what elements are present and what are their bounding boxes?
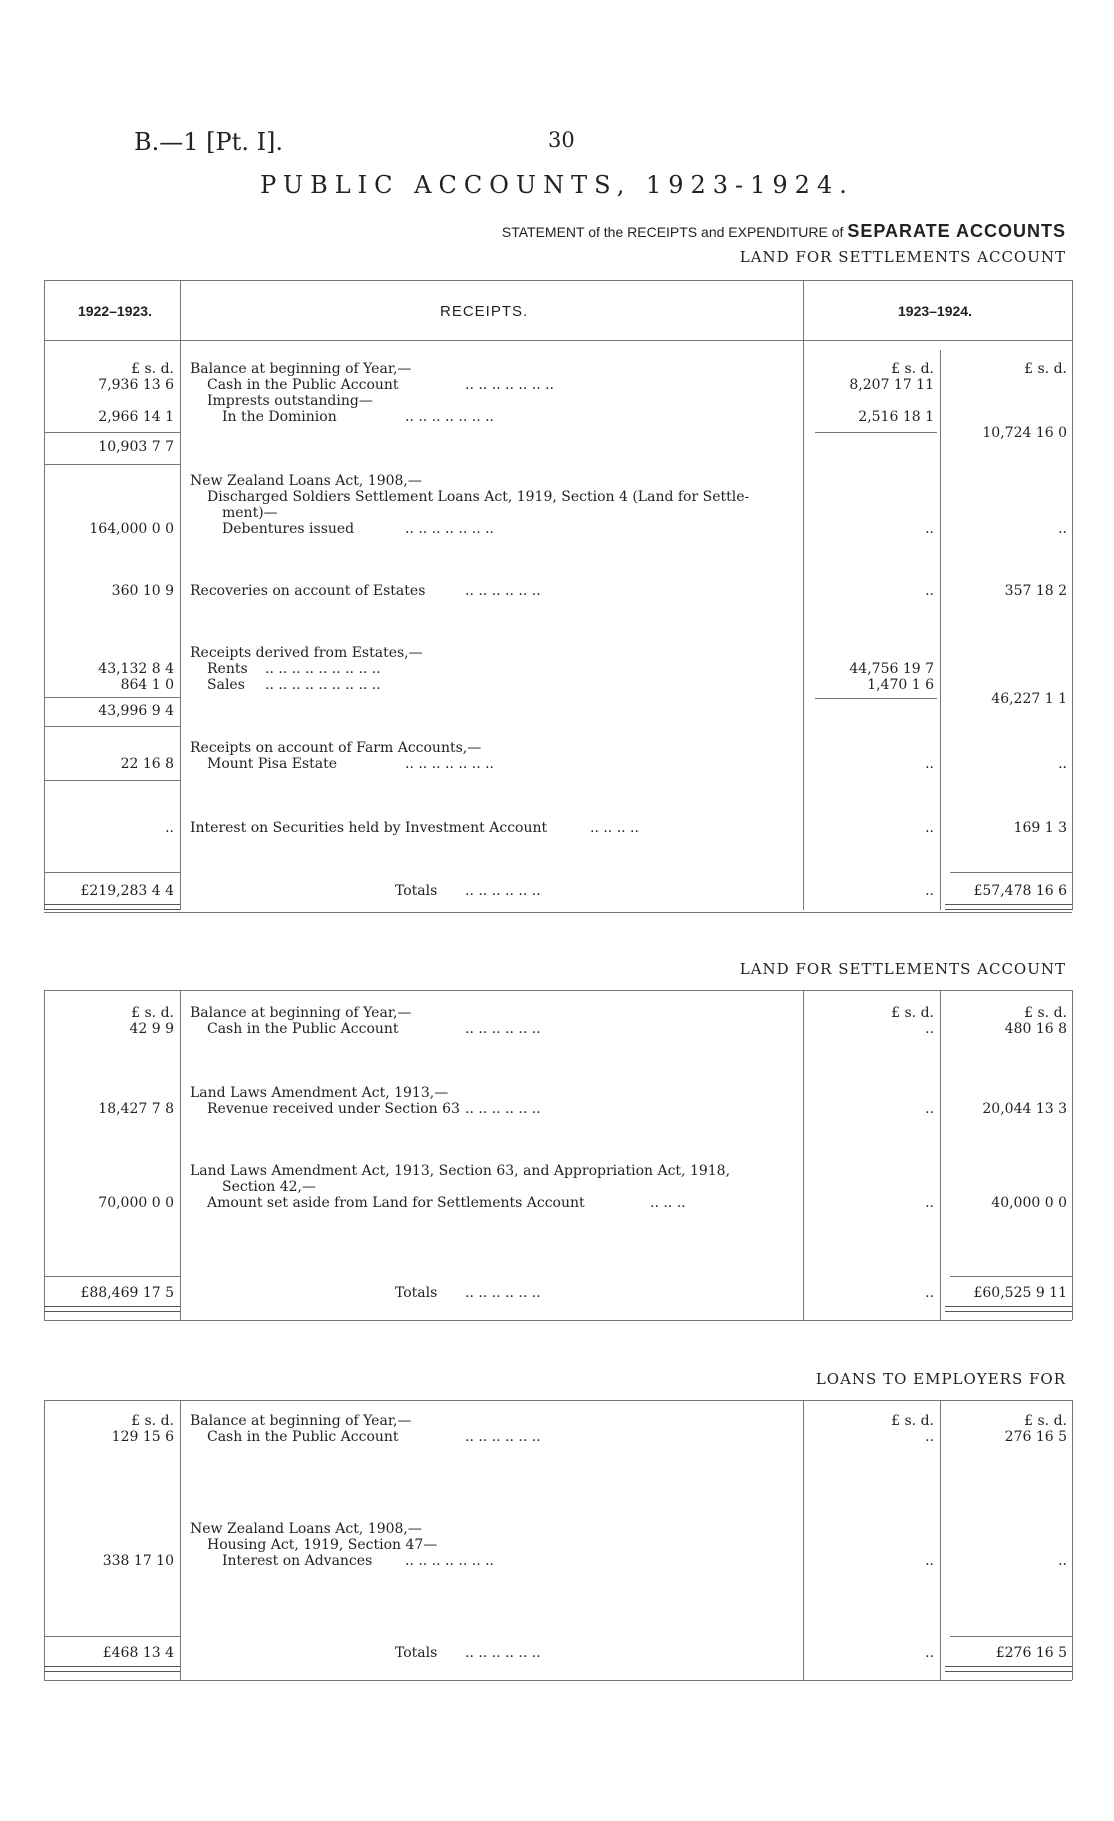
subtotal-cell: 43,996 9 4 [98, 703, 174, 719]
lsd-head: £ s. d. [131, 1413, 174, 1429]
row-label: Cash in the Public Account [207, 377, 399, 393]
row-label: Balance at beginning of Year,— [190, 1005, 412, 1021]
row-label: Sales [207, 677, 245, 693]
leader-dots: .. .. .. .. .. .. .. .. .. [265, 661, 381, 677]
amount-cell: .. [925, 756, 934, 772]
total-cell: £57,478 16 6 [973, 883, 1067, 899]
totals-label: Totals [395, 1285, 438, 1301]
amount-cell: 42 9 9 [129, 1021, 174, 1037]
leader-dots: .. .. .. .. .. .. [465, 1021, 541, 1037]
amount-cell: 338 17 10 [102, 1553, 174, 1569]
row-label: Debentures issued [222, 521, 355, 537]
row-label: Balance at beginning of Year,— [190, 361, 412, 377]
section1-title: LAND FOR SETTLEMENTS ACCOUNT [739, 248, 1066, 266]
row-label: Section 42,— [222, 1179, 316, 1195]
leader-dots: .. .. .. .. .. .. [465, 1429, 541, 1445]
total-cell: £88,469 17 5 [80, 1285, 174, 1301]
leader-dots: .. .. .. .. .. .. [465, 883, 541, 899]
amount-cell: 7,936 13 6 [98, 377, 174, 393]
amount-cell: 8,207 17 11 [849, 377, 934, 393]
row-label: Amount set aside from Land for Settlements Account [207, 1195, 585, 1211]
row-label: In the Dominion [222, 409, 337, 425]
amount-cell: 169 1 3 [1013, 820, 1067, 836]
leader-dots: .. .. .. .. .. .. .. [405, 521, 495, 537]
section3-title: LOANS TO EMPLOYERS FOR [815, 1370, 1066, 1388]
amount-cell: .. [925, 1429, 934, 1445]
leader-dots: .. .. .. .. .. .. [465, 1101, 541, 1117]
totals-label: Totals [395, 883, 438, 899]
row-label: Land Laws Amendment Act, 1913,— [190, 1085, 449, 1101]
amount-cell: .. [165, 820, 174, 836]
total-cell: £60,525 9 11 [973, 1285, 1067, 1301]
col-heading-1923-1924: 1923–1924. [898, 303, 972, 319]
amount-cell: .. [925, 583, 934, 599]
total-cell: £276 16 5 [995, 1645, 1067, 1661]
row-label: Housing Act, 1919, Section 47— [207, 1537, 438, 1553]
amount-cell: 2,966 14 1 [98, 409, 174, 425]
row-label: Balance at beginning of Year,— [190, 1413, 412, 1429]
row-label: Recoveries on account of Estates [190, 583, 426, 599]
lsd-head: £ s. d. [891, 361, 934, 377]
row-label: Receipts on account of Farm Accounts,— [190, 740, 482, 756]
amount-cell: 44,756 19 7 [849, 661, 934, 677]
leader-dots: .. .. .. .. .. .. [465, 1285, 541, 1301]
row-label: Cash in the Public Account [207, 1021, 399, 1037]
amount-cell: 129 15 6 [111, 1429, 174, 1445]
amount-cell: .. [925, 1285, 934, 1301]
page-title: PUBLIC ACCOUNTS, 1923-1924. [260, 171, 854, 199]
col-heading-receipts: RECEIPTS. [440, 303, 529, 320]
amount-cell: .. [925, 1101, 934, 1117]
lsd-head: £ s. d. [1024, 1413, 1067, 1429]
statement-bold: SEPARATE ACCOUNTS [847, 221, 1066, 241]
lsd-head: £ s. d. [891, 1413, 934, 1429]
amount-cell: 164,000 0 0 [89, 521, 174, 537]
row-label: Receipts derived from Estates,— [190, 645, 423, 661]
lsd-head: £ s. d. [891, 1005, 934, 1021]
amount-cell: 10,724 16 0 [982, 425, 1067, 441]
totals-label: Totals [395, 1645, 438, 1661]
lsd-head: £ s. d. [1024, 1005, 1067, 1021]
amount-cell: 40,000 0 0 [991, 1195, 1067, 1211]
row-label: New Zealand Loans Act, 1908,— [190, 473, 422, 489]
amount-cell: 70,000 0 0 [98, 1195, 174, 1211]
amount-cell: .. [925, 1645, 934, 1661]
amount-cell: .. [1058, 521, 1067, 537]
amount-cell: 864 1 0 [120, 677, 174, 693]
total-cell: £468 13 4 [102, 1645, 174, 1661]
amount-cell: 20,044 13 3 [982, 1101, 1067, 1117]
row-label: Imprests outstanding— [207, 393, 373, 409]
amount-cell: .. [925, 1553, 934, 1569]
amount-cell: 43,132 8 4 [98, 661, 174, 677]
leader-dots: .. .. .. .. .. .. .. [405, 756, 495, 772]
leader-dots: .. .. .. .. [590, 820, 639, 836]
amount-cell: 480 16 8 [1004, 1021, 1067, 1037]
row-label: Land Laws Amendment Act, 1913, Section 63, and Appropriation Act, 1918, [190, 1163, 731, 1179]
row-label: Interest on Advances [222, 1553, 373, 1569]
statement-prefix: STATEMENT of the RECEIPTS and EXPENDITURE of [501, 224, 844, 240]
lsd-head: £ s. d. [1024, 361, 1067, 377]
amount-cell: 276 16 5 [1004, 1429, 1067, 1445]
row-label: Revenue received under Section 63 [207, 1101, 460, 1117]
row-label: New Zealand Loans Act, 1908,— [190, 1521, 422, 1537]
row-label: Interest on Securities held by Investment Account [190, 820, 548, 836]
leader-dots: .. .. .. .. .. .. .. .. .. [265, 677, 381, 693]
leader-dots: .. .. .. .. .. .. .. [465, 377, 555, 393]
section2-title: LAND FOR SETTLEMENTS ACCOUNT [739, 960, 1066, 978]
row-label: Mount Pisa Estate [207, 756, 338, 772]
amount-cell: 18,427 7 8 [98, 1101, 174, 1117]
page-number: 30 [548, 128, 575, 152]
row-label: Discharged Soldiers Settlement Loans Act, 1919, Section 4 (Land for Settle- [207, 489, 750, 505]
row-label: Cash in the Public Account [207, 1429, 399, 1445]
row-label: Rents [207, 661, 248, 677]
lsd-head: £ s. d. [131, 361, 174, 377]
amount-cell: 360 10 9 [111, 583, 174, 599]
lsd-head: £ s. d. [131, 1005, 174, 1021]
amount-cell: 22 16 8 [120, 756, 174, 772]
amount-cell: .. [925, 883, 934, 899]
leader-dots: .. .. .. [650, 1195, 686, 1211]
amount-cell: 46,227 1 1 [991, 691, 1067, 707]
amount-cell: .. [1058, 756, 1067, 772]
leader-dots: .. .. .. .. .. .. .. [405, 409, 495, 425]
total-cell: £219,283 4 4 [80, 883, 174, 899]
leader-dots: .. .. .. .. .. .. [465, 1645, 541, 1661]
amount-cell: .. [925, 820, 934, 836]
amount-cell: .. [925, 1021, 934, 1037]
leader-dots: .. .. .. .. .. .. [465, 583, 541, 599]
amount-cell: .. [925, 521, 934, 537]
subtotal-cell: 10,903 7 7 [98, 439, 174, 455]
amount-cell: 357 18 2 [1004, 583, 1067, 599]
leader-dots: .. .. .. .. .. .. .. [405, 1553, 495, 1569]
amount-cell: .. [925, 1195, 934, 1211]
col-heading-1922-1923: 1922–1923. [78, 303, 152, 319]
row-label: ment)— [222, 505, 278, 521]
amount-cell: 2,516 18 1 [858, 409, 934, 425]
statement-heading [502, 221, 1066, 242]
amount-cell: 1,470 1 6 [867, 677, 934, 693]
amount-cell: .. [1058, 1553, 1067, 1569]
document-reference: B.—1 [Pt. I]. [134, 128, 284, 156]
